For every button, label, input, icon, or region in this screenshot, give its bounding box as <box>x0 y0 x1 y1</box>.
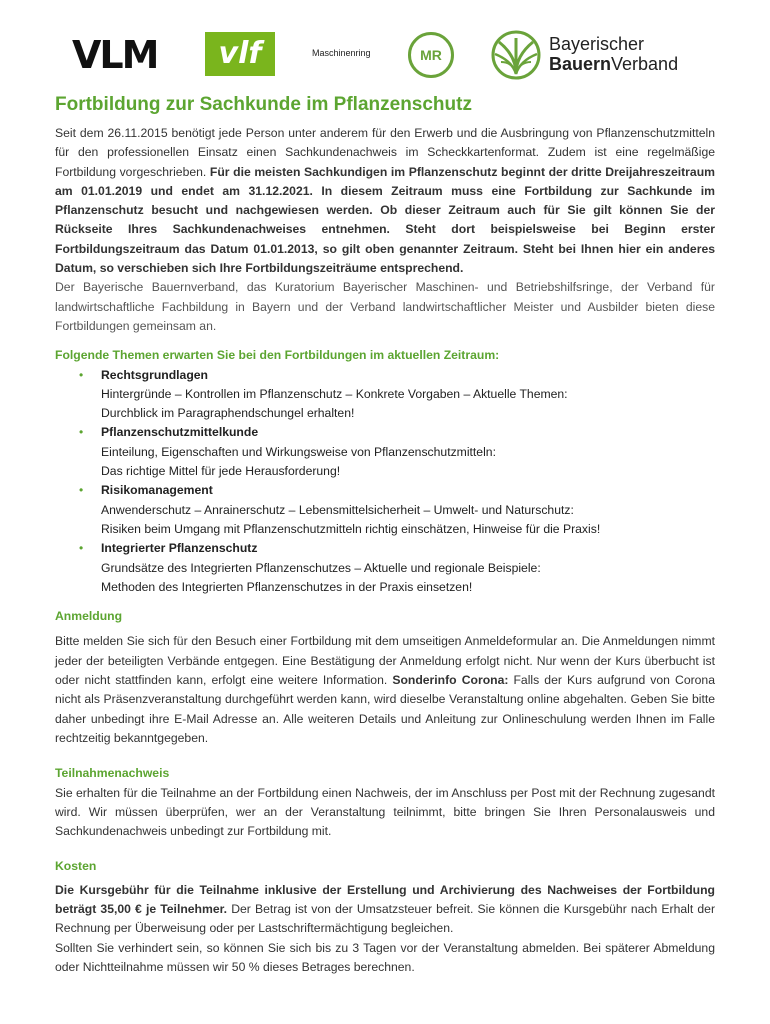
kosten-paragraph-2: Sollten Sie verhindert sein, so können Sie sich bis zu 3 Tagen vor der Veranstaltung abmelden. Bei späterer Abmeldung oder Nichtteilnahme müssen wir 50 % dieses Betrages berechnen. <box>55 940 715 974</box>
bullet-icon: • <box>79 425 84 440</box>
topics-list <box>55 366 715 598</box>
kosten-paragraph: Die Kursgebühr für die Teilnahme inklusive der Erstellung und Archivierung des Nachweises der Fortbildung beträgt 35,00 € je Teilnehmer. Der Betrag ist von der Umsatzsteuer befreit. Sie können die Kursgebühr nach Erhalt der Rechnung per Überweisung oder per Lastschriftermächtigung begleichen. <box>55 882 715 936</box>
mr-logo: MR <box>408 32 454 78</box>
bauernverband-logo-text: Bayerischer BauernVerband <box>549 34 679 74</box>
anmeldung-paragraph: Bitte melden Sie sich für den Besuch einer Fortbildung mit dem umseitigen Anmeldeformular an. Die Anmeldungen nimmt jeder der beteiligten Verbände entgegen. Eine Bestätigung der Anmeldung erfolgt nicht. Nur wenn der Kurs überbucht ist oder nicht stattfinden kann, erfolgt eine weitere Information. Sonderinfo Corona: Falls der Kurs aufgrund von Corona nicht als Präsenzveranstaltung durchgeführt werden kann, wird dieselbe Veranstaltung online abgehalten. Geben Sie bitte daher unbedingt ihre E-Mail Adresse an. Alle weiteren Details und Anleitung zur Onlineschulung werden Ihnen im Falle rechtzeitig bekanntgegeben. <box>55 634 715 745</box>
intro-paragraph-2: Der Bayerische Bauernverband, das Kuratorium Bayerischer Maschinen- und Betriebshilfsringe, der Verband für landwirtschaftliche Fachbildung in Bayern und der Verband landwirtschaftlicher Meister und Ausbilder bieten diese Fortbildungen gemeinsam an. <box>55 280 715 333</box>
intro-paragraph: Seit dem 26.11.2015 benötigt jede Person unter anderem für den Erwerb und die Ausbringung von Pflanzenschutzmitteln für den professionellen Einsatz einen Sachkundenachweis im Scheckkartenformat. Zudem ist eine regelmäßige Fortbildung vorgeschrieben. Für die meisten Sachkundigen im Pflanzenschutz beginnt der dritte Dreijahreszeitraum am 01.01.2019 und endet am 31.12.2021. In diesem Zeitraum muss eine Fortbildung zur Sachkunde im Pflanzenschutz besucht und nachgewiesen werden. Ob dieser Zeitraum auch für Sie gilt können Sie der Rückseite Ihres Sachkundenachweises entnehmen. Steht dort beispielsweise bei Beginn erster Fortbildungszeitraum das Datum 01.01.2013, so gilt oben genannter Zeitraum. Steht bei Ihnen hier ein anderes Datum, so verschieben sich Ihre Fortbildungszeiträume entsprechend. <box>55 126 715 276</box>
logo-bar <box>0 30 770 82</box>
anmeldung-heading: Anmeldung <box>55 609 123 624</box>
bauernverband-wheat-icon <box>487 30 545 85</box>
topics-heading: Folgende Themen erwarten Sie bei den Fortbildungen im aktuellen Zeitraum: <box>55 348 500 363</box>
bullet-icon: • <box>79 483 84 498</box>
page-title: Fortbildung zur Sachkunde im Pflanzenschutz <box>55 94 472 115</box>
list-item: • Pflanzenschutzmittelkunde Einteilung, Eigenschaften und Wirkungsweise von Pflanzenschutzmitteln: Das richtige Mittel für jede Herausforderung! <box>79 425 496 479</box>
teilnahme-paragraph: Sie erhalten für die Teilnahme an der Fortbildung einen Nachweis, der im Anschluss per Post mit der Rechnung zugesandt wird. Wir müssen überprüfen, wer an der Veranstaltung teilnimmt, bitte bringen Sie Ihren Personalausweis und Sachkundenachweis unbedingt zur Fortbildung mit. <box>55 785 715 839</box>
vlm-logo: VLM <box>72 33 158 77</box>
list-item: • Rechtsgrundlagen Hintergründe – Kontrollen im Pflanzenschutz – Konkrete Vorgaben – Aktuelle Themen: Durchblick im Paragraphendschungel erhalten! <box>79 367 568 421</box>
document-body <box>55 94 715 977</box>
maschinenring-logo-text: Maschinenring <box>312 48 371 58</box>
teilnahme-heading: Teilnahmenachweis <box>55 766 170 781</box>
list-item: • Integrierter Pflanzenschutz Grundsätze des Integrierten Pflanzenschutzes – Aktuelle und regionale Beispiele: Methoden des Integrierten Pflanzenschutzes in der Praxis einsetzen! <box>79 541 541 594</box>
bullet-icon: • <box>79 367 84 382</box>
bullet-icon: • <box>79 541 84 556</box>
vlf-logo: vlf <box>205 32 275 76</box>
kosten-heading: Kosten <box>55 859 97 874</box>
list-item: • Risikomanagement Anwenderschutz – Anrainerschutz – Lebensmittelsicherheit – Umwelt- und Naturschutz: Risiken beim Umgang mit Pflanzenschutzmitteln richtig einschätzen, Hinweise für die Praxis! <box>79 483 601 536</box>
